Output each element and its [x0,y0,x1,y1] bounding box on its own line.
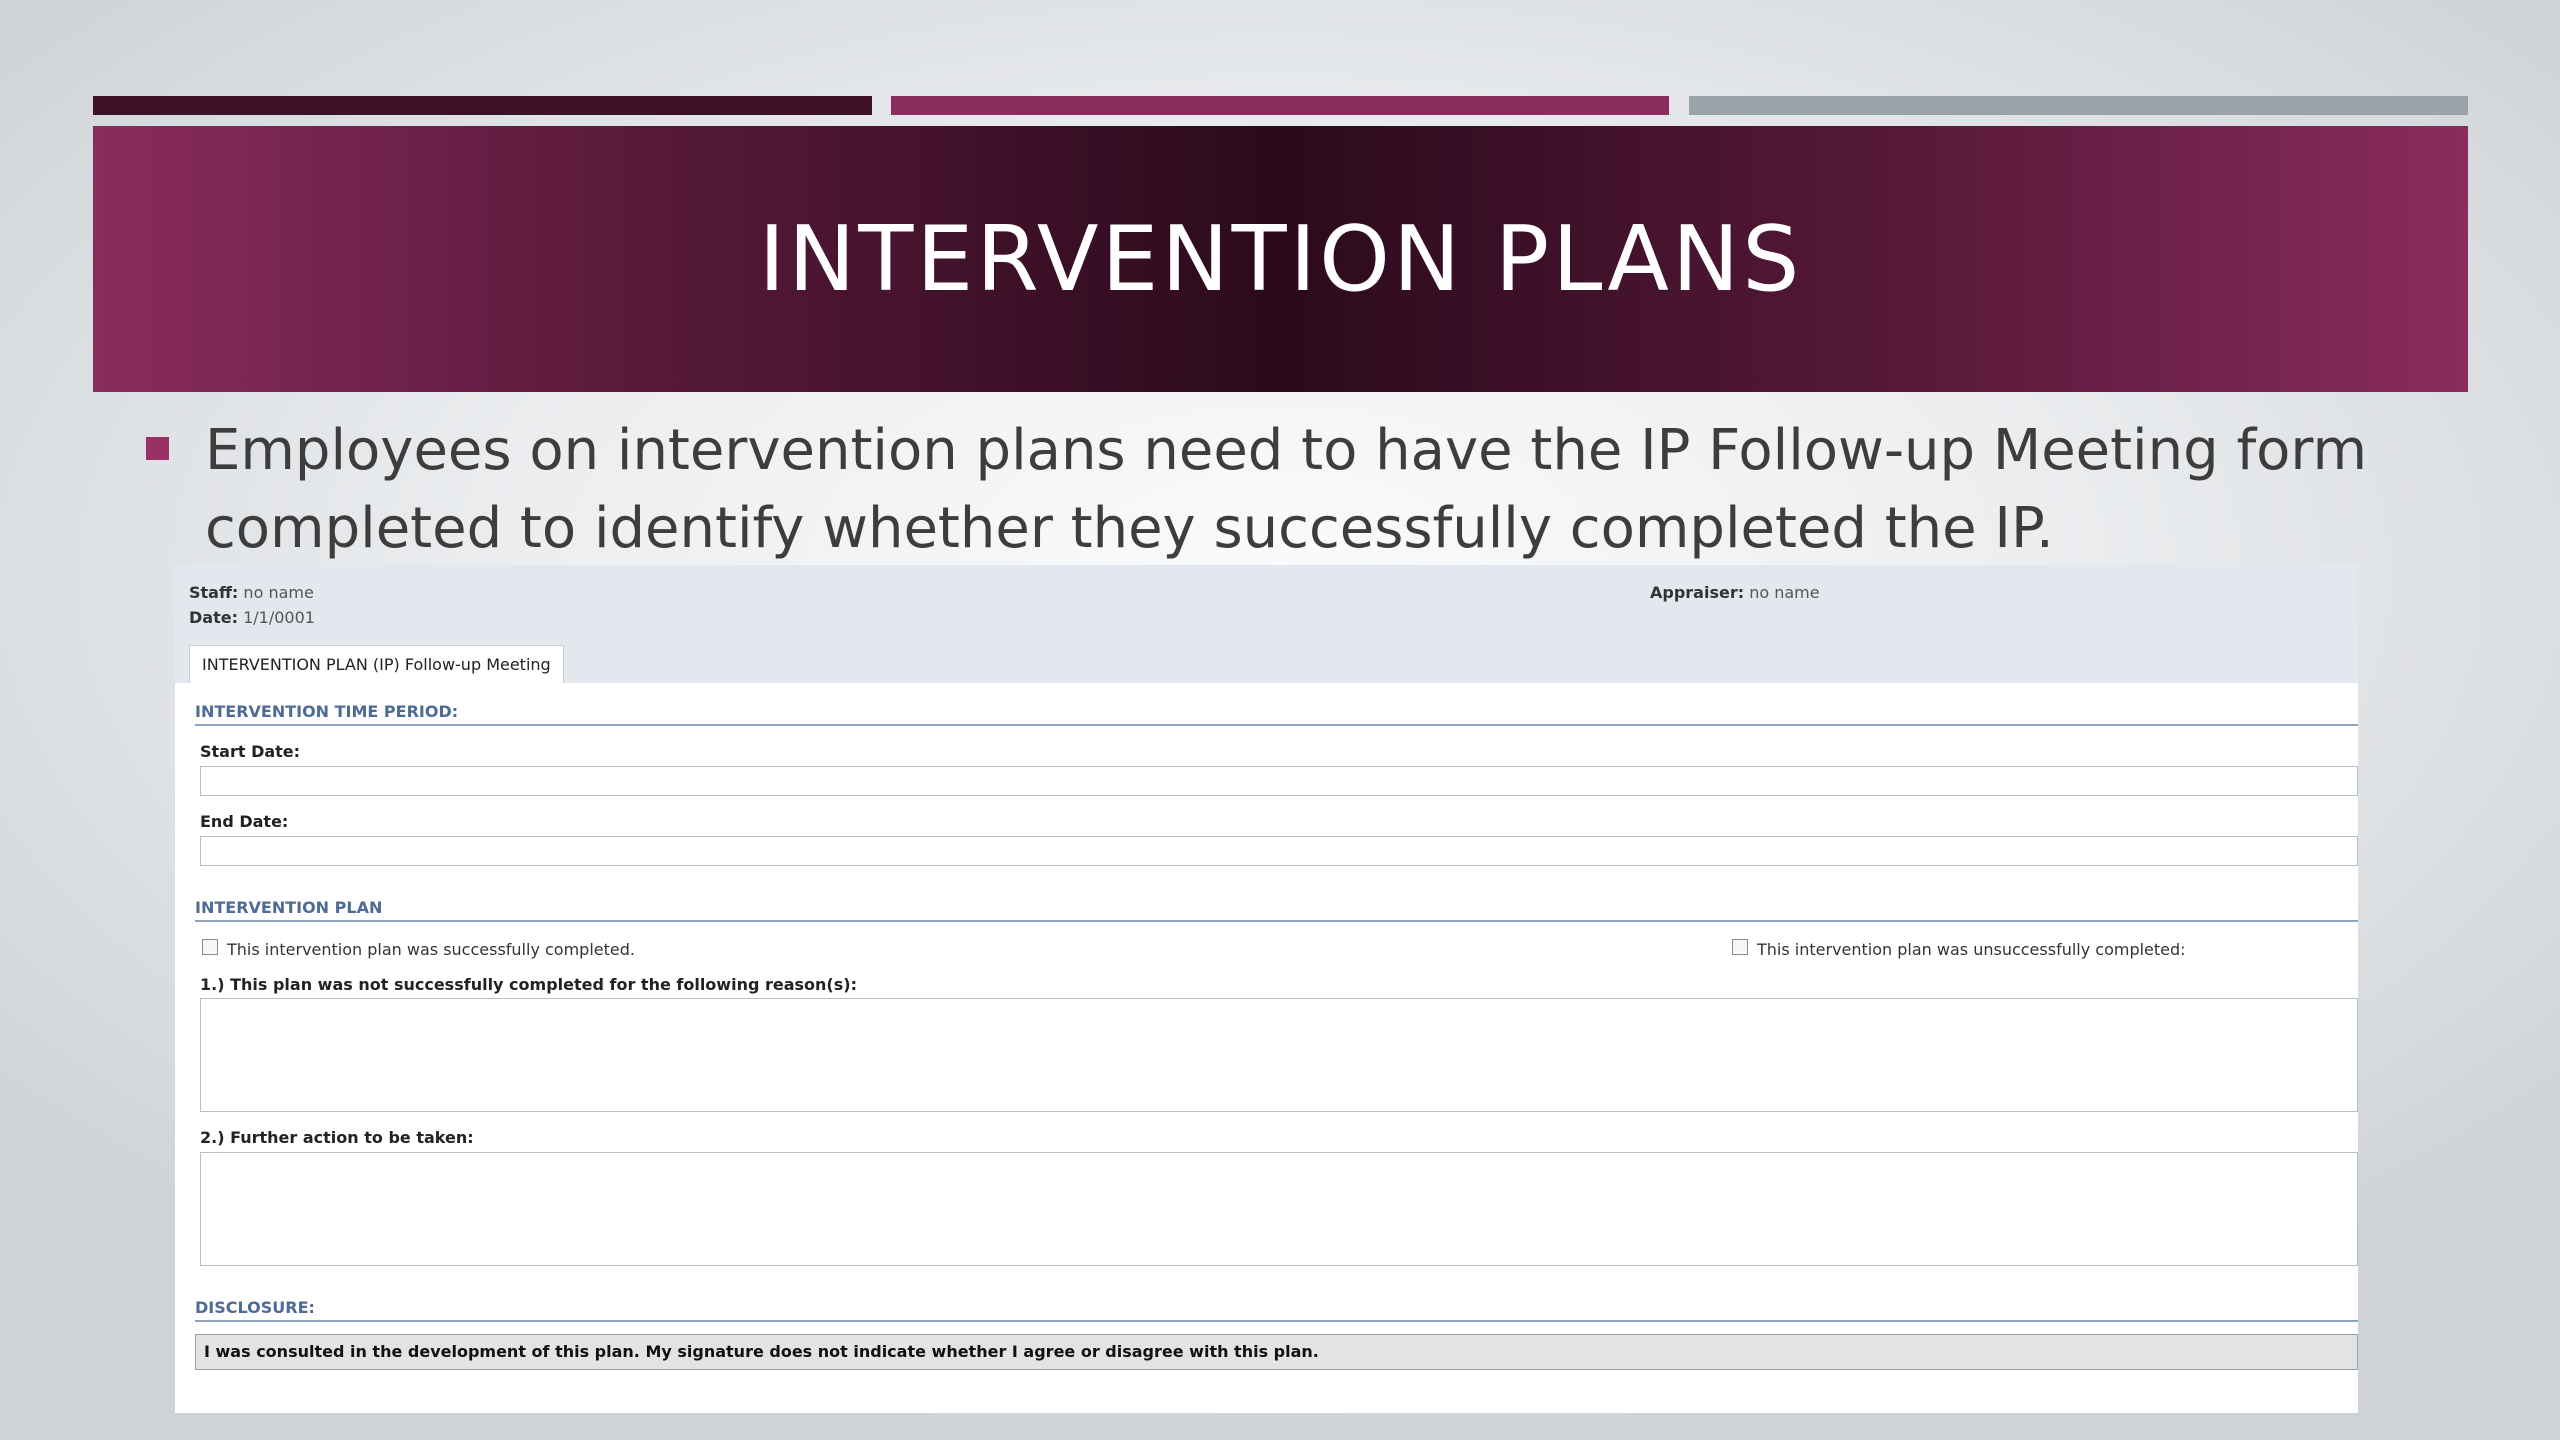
end-date-label: End Date: [200,812,289,831]
staff-label: Staff: [189,583,239,602]
appraiser-label: Appraiser: [1650,583,1745,602]
title-banner [93,126,2468,392]
date-value: 1/1/0001 [243,608,315,627]
success-checkbox-label: This intervention plan was successfully completed. [227,940,635,959]
accent-bar-magenta [891,96,1669,115]
reason-label: 1.) This plan was not successfully completed for the following reason(s): [200,975,857,994]
unsuccess-checkbox-label: This intervention plan was unsuccessfully completed: [1757,940,2186,959]
slide-bullet-text: Employees on intervention plans need to have the IP Follow-up Meeting form completed to identify whether they successfully completed the IP. [205,418,2368,561]
section-intervention-plan: INTERVENTION PLAN [195,898,2358,922]
reason-textarea[interactable] [200,998,2358,1112]
section-disclosure: DISCLOSURE: [195,1298,2358,1322]
disclosure-statement: I was consulted in the development of this plan. My signature does not indicate whether I agree or disagree with this plan. [195,1334,2358,1370]
staff-value: no name [243,583,314,602]
accent-bar-dark [93,96,872,115]
bullet-square-icon [146,437,169,460]
section-intervention-time-period: INTERVENTION TIME PERIOD: [195,702,2358,726]
further-action-textarea[interactable] [200,1152,2358,1266]
ip-followup-form [175,565,2358,1413]
appraiser-value: no name [1749,583,1820,602]
appraiser-info [1650,583,1820,602]
slide-title: INTERVENTION PLANS [758,206,1803,312]
end-date-input[interactable] [200,836,2358,866]
form-header [175,565,2358,683]
staff-info [189,583,314,602]
success-checkbox[interactable] [202,939,218,955]
tab-ip-followup-meeting[interactable]: INTERVENTION PLAN (IP) Follow-up Meeting [189,645,564,683]
further-action-label: 2.) Further action to be taken: [200,1128,474,1147]
date-label: Date: [189,608,238,627]
start-date-input[interactable] [200,766,2358,796]
accent-bar-gray [1689,96,2468,115]
unsuccess-checkbox[interactable] [1732,939,1748,955]
date-info [189,608,315,627]
start-date-label: Start Date: [200,742,301,761]
